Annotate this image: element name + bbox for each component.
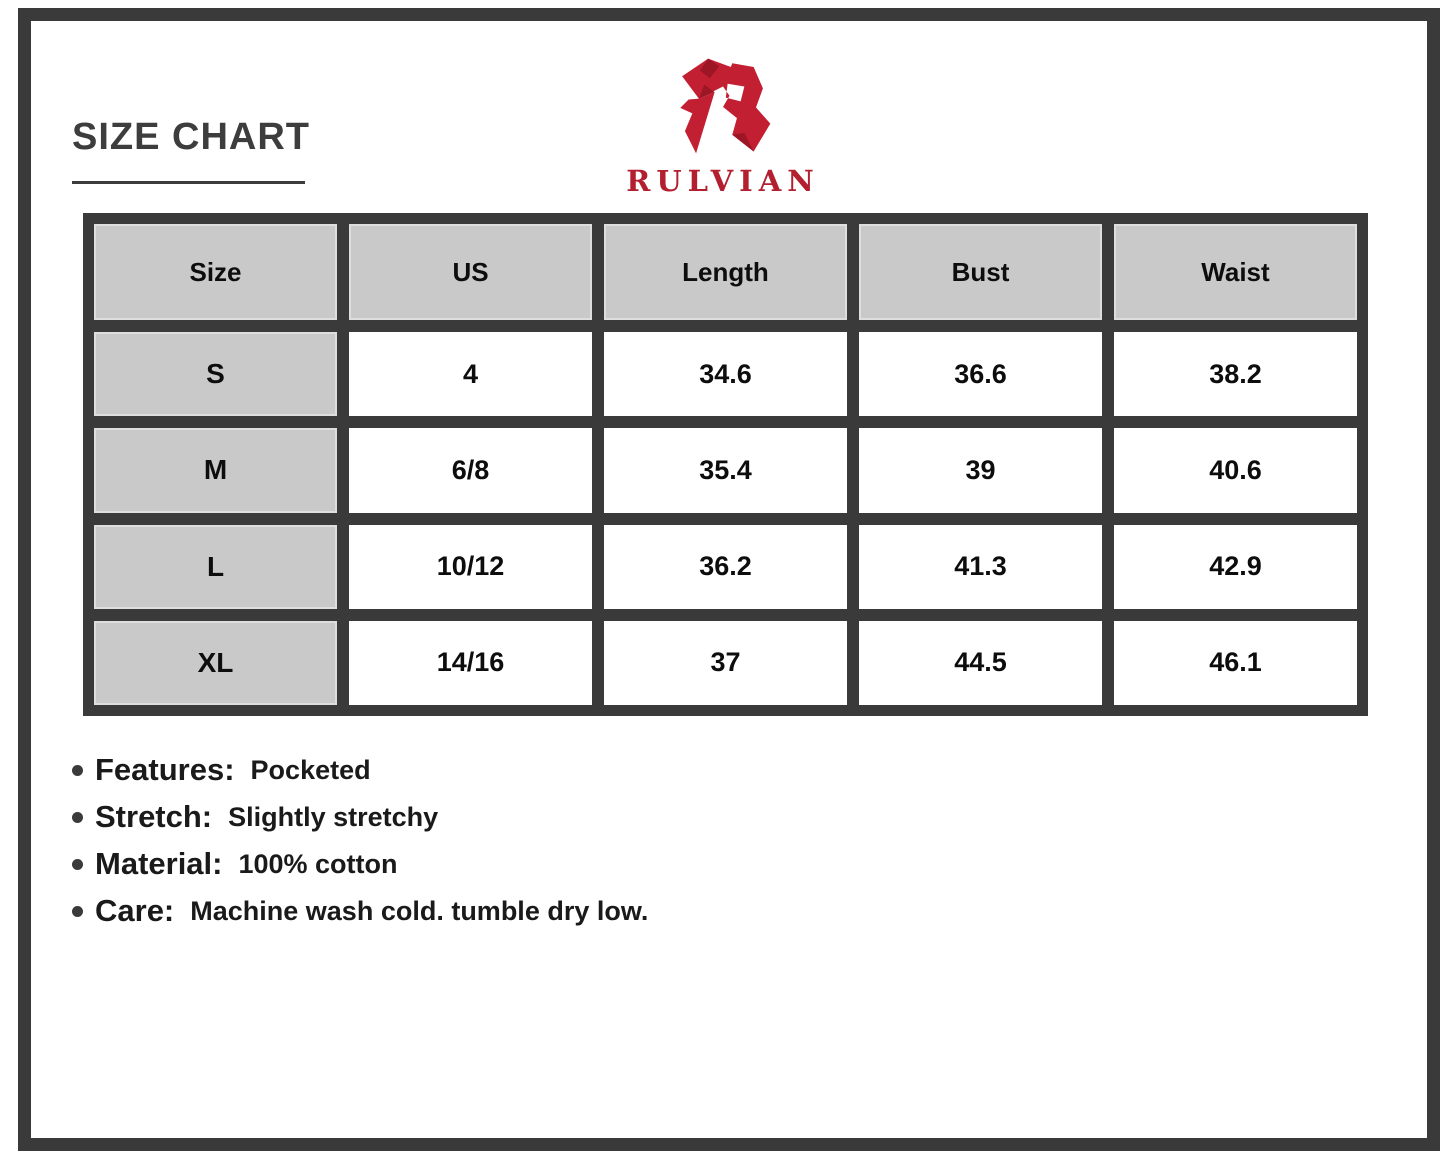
detail-label: Care: — [95, 893, 175, 928]
size-chart-table — [83, 213, 1368, 716]
detail-label: Material: — [95, 846, 223, 881]
row-s-bust: 36.6 — [859, 332, 1102, 416]
row-m-bust: 39 — [859, 428, 1102, 512]
detail-care — [72, 893, 648, 929]
column-header-us: US — [349, 224, 592, 320]
detail-features — [72, 752, 648, 788]
detail-stretch — [72, 799, 648, 835]
column-header-length: Length — [604, 224, 847, 320]
bullet-icon — [72, 812, 83, 823]
bullet-icon — [72, 859, 83, 870]
row-l-size-label: L — [94, 525, 337, 609]
row-xl-size-label: XL — [94, 621, 337, 705]
detail-label: Features: — [95, 752, 235, 787]
detail-value: 100% cotton — [238, 848, 398, 879]
detail-material — [72, 846, 648, 882]
brand-wordmark: RULVIAN — [626, 164, 820, 198]
row-l-length: 36.2 — [604, 525, 847, 609]
angular-r-monogram-icon — [671, 50, 775, 162]
detail-label: Stretch: — [95, 799, 213, 834]
detail-value: Machine wash cold. tumble dry low. — [190, 895, 649, 926]
row-xl-bust: 44.5 — [859, 621, 1102, 705]
row-xl-length: 37 — [604, 621, 847, 705]
row-l-bust: 41.3 — [859, 525, 1102, 609]
row-s-size-label: S — [94, 332, 337, 416]
column-header-size: Size — [94, 224, 337, 320]
row-m-length: 35.4 — [604, 428, 847, 512]
brand-logo — [608, 50, 838, 198]
detail-value: Pocketed — [250, 754, 371, 785]
row-s-us: 4 — [349, 332, 592, 416]
row-s-length: 34.6 — [604, 332, 847, 416]
row-l-us: 10/12 — [349, 525, 592, 609]
column-header-bust: Bust — [859, 224, 1102, 320]
product-details-list — [72, 752, 648, 929]
row-xl-waist: 46.1 — [1114, 621, 1357, 705]
row-s-waist: 38.2 — [1114, 332, 1357, 416]
detail-value: Slightly stretchy — [228, 801, 439, 832]
column-header-waist: Waist — [1114, 224, 1357, 320]
page-title: SIZE CHART — [72, 116, 310, 158]
bullet-icon — [72, 765, 83, 776]
row-m-us: 6/8 — [349, 428, 592, 512]
row-m-size-label: M — [94, 428, 337, 512]
row-l-waist: 42.9 — [1114, 525, 1357, 609]
row-xl-us: 14/16 — [349, 621, 592, 705]
row-m-waist: 40.6 — [1114, 428, 1357, 512]
title-underline — [72, 181, 305, 184]
bullet-icon — [72, 906, 83, 917]
